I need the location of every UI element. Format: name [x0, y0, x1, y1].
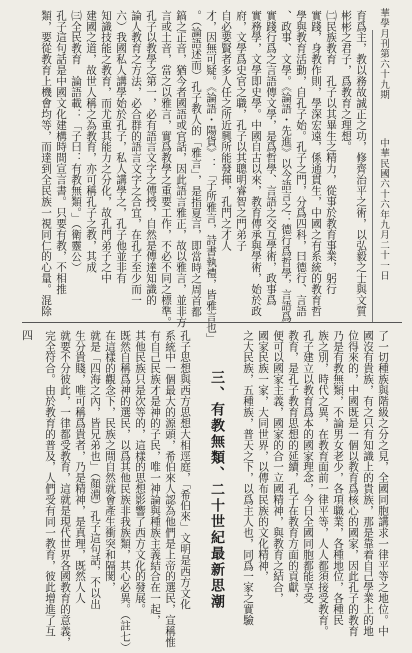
text-column: 了一切種族與階級之分之見，全國同胞講求一律平等之地位。中 — [377, 330, 389, 637]
text-column: 位得來的，中國既是一個以教育爲核心的國家，因此孔子的教育 — [347, 330, 359, 637]
text-column: 教育，是孔子教育思想的延續，孔子在教育方面的貢獻， — [287, 330, 299, 604]
text-column: 才，因無可疑。《論語・陽貨》：「子所雅言，詩書執禮，皆雅言也」 — [205, 10, 217, 345]
text-column: 。（論語述而）孔子教人的「雅言」，是指夏言，即當時之周首都 — [190, 10, 202, 317]
text-column: 國沒有貴族，有之只有知識上的貴族，那是靠着自己學業上的地 — [362, 330, 374, 637]
text-column: 鎬之正音，猶今者國語或官話，因此語言雅正，故以雅言，並非方 — [175, 10, 187, 328]
section-heading: 三、有教無類、二十世紀最新思潮 — [209, 370, 225, 610]
text-column: 學與教育活動，自孔子始。孔子之門，分爲四科，曰德行、言語 — [295, 10, 307, 317]
text-column: 完全符合。由於教育的普及，人們受有同一教育，彼此增進了互 — [44, 330, 56, 637]
text-column: 就是「四海之內，皆兄弟也」（顏淵）孔子這句話，不以出 — [89, 330, 101, 610]
publication-date: 中華民國六十六年九月二十一日 — [378, 138, 389, 281]
text-column: 實踐，身教作則，學深宏遠，係通貫生，中國之有系統的教育哲 — [310, 10, 322, 317]
text-column: 既然自稱爲神的選民，以爲其他民族非我族類，其心必異。（註七） — [119, 330, 131, 653]
text-column: 就要不分彼此，一律都受教育，這就是現代世界各國教育的意義， — [59, 330, 71, 648]
text-column: 族之別，時代之異，在教育面前一律平等，人人都須接受教育。 — [317, 330, 329, 637]
text-column: ㈡民族教育 孔子以其畢生之精力，從事於教育事業，躬行 — [325, 10, 337, 295]
section-divider — [22, 322, 402, 323]
text-column: 論人教育之方法，必合群的語言文字之合宜，在孔子至少而一 — [130, 10, 142, 306]
text-column: 實踐行爲之言語傳文學，是爲哲學、言語之交互學術，政事爲 — [265, 10, 277, 306]
text-column: 其他民族只是次等的，這樣的思想影響了西方文化的發展。 — [134, 330, 146, 615]
text-column: 育爲主，教以務故誠正之功，修齊治平之術，以弘毅之士與文質 — [355, 10, 367, 317]
text-column: 言或土音，當之以雅言，實爲教學之重要工作，不必不同之標準。 — [160, 10, 172, 328]
text-column: 類，要從教育上機會均等，而達到全民族一視同仁的心量。混除 — [40, 10, 52, 317]
text-column: 實務學，文學即史學。中國自古以來，教育傳承與學術，始於政 — [250, 10, 262, 317]
text-column: 在這樣的觀念下，民族之間自然就會產生衝突和隔閡， — [104, 330, 116, 593]
text-column: 、政事、文學。《論語・先進》以今語言之：德行爲哲學，言語爲 — [280, 10, 292, 323]
text-column: 孔子以教學之第一，必有語言文字之傳授，自然是傳達知識的 — [145, 10, 157, 306]
header-divider — [372, 30, 373, 322]
text-column: 孔子思想與西方思想大相逕庭，「希伯來」文明是西方文化 — [179, 330, 191, 610]
text-column: 自必要賢者多人任之所近興所能發揮，孔門之才人 — [220, 10, 232, 251]
text-column: 乃是有教無類，不論男女老少，各項職業，各種地位，各種民 — [332, 330, 344, 626]
text-column: 孔子建立以教育爲本的國家理念，今日全國同胞都能享受 — [302, 330, 314, 604]
page-number: 四 — [22, 329, 33, 342]
text-column: 建國之道，故世人稱之為教育，亦可稱孔子之教，其成 — [85, 10, 97, 273]
text-column: 孔子這句話是中國文化建構時間宣言書。只要有教，不相推 — [55, 10, 67, 295]
text-column: 之大民族，五種族，普天之下，以爲主人也，同爲一家之實驗 — [242, 330, 254, 626]
text-column: 國家民族一家，大同世界，以傳布民族的文化精神， — [257, 330, 269, 582]
text-column: 生分貴賤，唯可稱爲貴者，乃是精神，是真理，既然人人 — [74, 330, 86, 604]
text-column: 府，文學爲史官之職，孔子以其聰明睿智之門弟子 — [235, 10, 247, 251]
text-column: ㈢全民教育 論語載：「子曰：有教無類。」（衛靈公） — [70, 10, 82, 274]
journal-title: 華學月刊第六十九期 — [378, 8, 389, 100]
text-column: 彬彬之君子，爲教育之理想。 — [340, 10, 352, 153]
text-column: 知識技能之教育，而尤重其能力之分化，故孔門弟子之中 — [100, 10, 112, 284]
text-column: 六）我國私人講學始於孔子，私人講學之，孔子他並非有 — [115, 10, 127, 284]
text-column: 系統中一個最大的源頭，希伯來人認為他們是上帝的選民，宣稱惟 — [164, 330, 176, 648]
text-column: 便可以國家主義，國家的合一立國精神，與教育之結合， — [272, 330, 284, 604]
text-column: 有自己民族才是神的子民，唯一神論與種族主義結合在一起， — [149, 330, 161, 626]
